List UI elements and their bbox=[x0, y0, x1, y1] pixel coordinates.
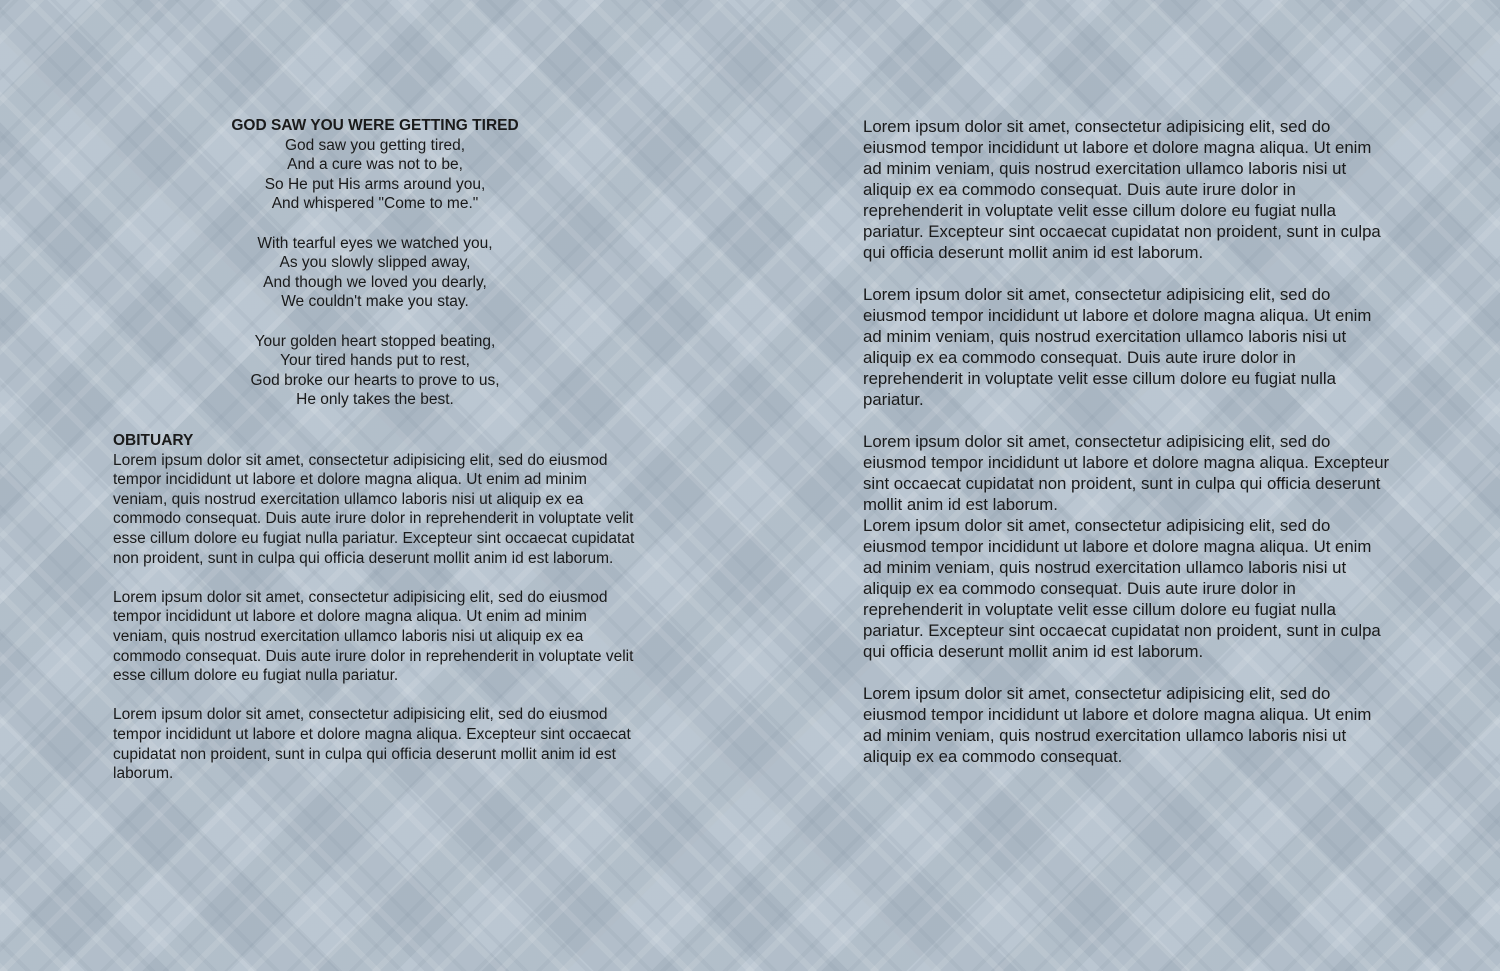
poem-stanza bbox=[113, 332, 637, 410]
poem-line: Your tired hands put to rest, bbox=[280, 352, 470, 370]
obituary-paragraph: Lorem ipsum dolor sit amet, consectetur adipisicing elit, sed do eiusmod tempor incididunt ut labore et dolore magna aliqua. Ut enim ad minim veniam, quis nostrud exercitation ullamco laboris nisi ut aliquip ex ea commodo consequat. Duis aute irure dolor in reprehenderit in voluptate velit esse cillum dolore eu fugiat nulla pariatur. Excepteur sint occaecat cupidatat non proident, sunt in culpa qui officia deserunt mollit anim id est laborum. bbox=[113, 451, 635, 567]
obituary-heading: OBITUARY bbox=[113, 432, 194, 449]
right-page bbox=[750, 0, 1500, 971]
poem-title: GOD SAW YOU WERE GETTING TIRED bbox=[231, 117, 519, 134]
right-page-text bbox=[863, 116, 1393, 788]
poem-stanza bbox=[113, 234, 637, 312]
poem-line: So He put His arms around you, bbox=[264, 175, 486, 193]
poem-line: We couldn't make you stay. bbox=[281, 293, 469, 311]
poem-line: He only takes the best. bbox=[296, 391, 454, 409]
poem-line: Your golden heart stopped beating, bbox=[254, 332, 496, 350]
body-paragraph: Lorem ipsum dolor sit amet, consectetur adipisicing elit, sed do eiusmod tempor incididunt ut labore et dolore magna aliqua. Ut enim ad minim veniam, quis nostrud exercitation ullamco laboris nisi ut aliquip ex ea commodo consequat. bbox=[863, 684, 1372, 766]
poem bbox=[113, 116, 637, 430]
poem-stanza bbox=[113, 136, 637, 214]
body-paragraph: Lorem ipsum dolor sit amet, consectetur adipisicing elit, sed do eiusmod tempor incididunt ut labore et dolore magna aliqua. Excepteur sint occaecat cupidatat non proident, sunt in culpa qui officia deserunt mollit anim id est laborum. bbox=[863, 432, 1390, 514]
poem-line: With tearful eyes we watched you, bbox=[257, 234, 493, 252]
body-paragraph: Lorem ipsum dolor sit amet, consectetur adipisicing elit, sed do eiusmod tempor incididunt ut labore et dolore magna aliqua. Ut enim ad minim veniam, quis nostrud exercitation ullamco laboris nisi ut aliquip ex ea commodo consequat. Duis aute irure dolor in reprehenderit in voluptate velit esse cillum dolore eu fugiat nulla pariatur. bbox=[863, 285, 1372, 409]
poem-line: And though we loved you dearly, bbox=[263, 273, 487, 291]
poem-line: God saw you getting tired, bbox=[284, 136, 466, 154]
obituary-paragraph: Lorem ipsum dolor sit amet, consectetur adipisicing elit, sed do eiusmod tempor incididunt ut labore et dolore magna aliqua. Ut enim ad minim veniam, quis nostrud exercitation ullamco laboris nisi ut aliquip ex ea commodo consequat. Duis aute irure dolor in reprehenderit in voluptate velit esse cillum dolore eu fugiat nulla pariatur. bbox=[113, 588, 634, 685]
obituary-section bbox=[113, 431, 643, 803]
poem-line: As you slowly slipped away, bbox=[279, 254, 471, 272]
obituary-paragraph: Lorem ipsum dolor sit amet, consectetur adipisicing elit, sed do eiusmod tempor incididunt ut labore et dolore magna aliqua. Excepteur sint occaecat cupidatat non proident, sunt in culpa qui officia deserunt mollit anim id est laborum. bbox=[113, 706, 631, 783]
body-paragraph: Lorem ipsum dolor sit amet, consectetur adipisicing elit, sed do eiusmod tempor incididunt ut labore et dolore magna aliqua. Ut enim ad minim veniam, quis nostrud exercitation ullamco laboris nisi ut aliquip ex ea commodo consequat. Duis aute irure dolor in reprehenderit in voluptate velit esse cillum dolore eu fugiat nulla pariatur. Excepteur sint occaecat cupidatat non proident, sunt in culpa qui officia deserunt mollit anim id est laborum. bbox=[863, 117, 1381, 262]
poem-line: And whispered "Come to me." bbox=[271, 195, 479, 213]
body-paragraph: Lorem ipsum dolor sit amet, consectetur adipisicing elit, sed do eiusmod tempor incididunt ut labore et dolore magna aliqua. Ut enim ad minim veniam, quis nostrud exercitation ullamco laboris nisi ut aliquip ex ea commodo consequat. Duis aute irure dolor in reprehenderit in voluptate velit esse cillum dolore eu fugiat nulla pariatur. Excepteur sint occaecat cupidatat non proident, sunt in culpa qui officia deserunt mollit anim id est laborum. bbox=[863, 516, 1381, 661]
poem-line: God broke our hearts to prove to us, bbox=[250, 371, 500, 389]
poem-line: And a cure was not to be, bbox=[287, 156, 463, 174]
